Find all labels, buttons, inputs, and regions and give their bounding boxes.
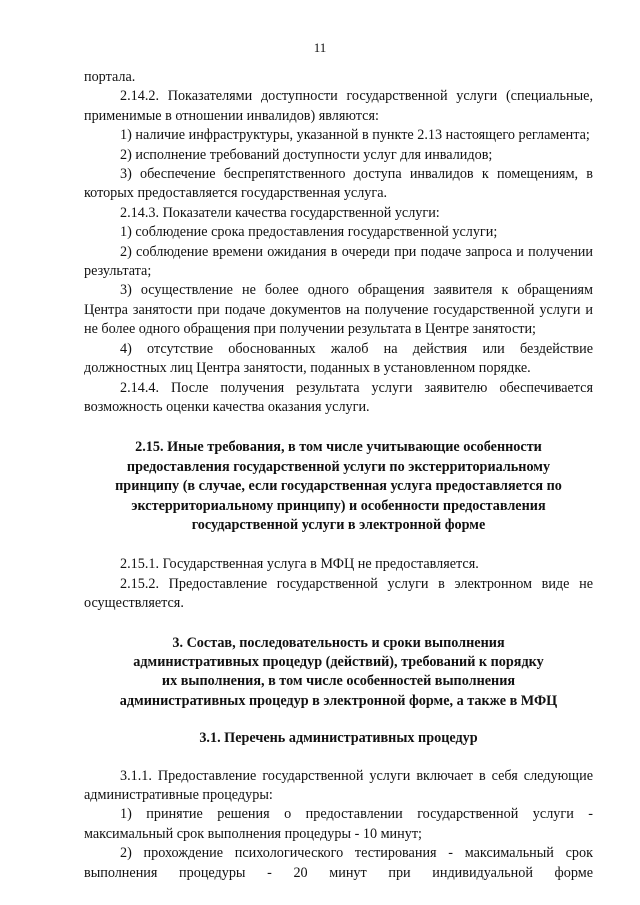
heading-line: 3. Состав, последовательность и сроки выполнения [172,634,505,651]
spacer [84,711,593,729]
paragraph: 1) наличие инфраструктуры, указанной в пункте 2.13 настоящего регламента; [120,127,590,144]
spacer [84,614,593,634]
heading-line: 2.15. Иные требования, в том числе учитывающие особенности [135,439,542,456]
section-heading-3 [84,634,593,712]
page-number: 11 [313,40,327,55]
paragraph: 4) отсутствие обоснованных жалоб на действия или бездействие должностных лиц Центра занятости, поданных в установленном порядке. [84,340,593,377]
spacer [84,535,593,555]
paragraph: 2) соблюдение времени ожидания в очереди при подаче запроса и получении результата; [84,243,593,280]
paragraph: 3) осуществление не более одного обращения заявителя к обращениям Центра занятости при подаче документов на получение государственной услуги и не более одного обращения при получении результата в Центре занятости; [84,282,593,338]
paragraph: 3.1.1. Предоставление государственной услуги включает в себя следующие административные процедуры: [84,767,593,803]
paragraph: 3) обеспечение беспрепятственного доступа инвалидов к помещениям, в которых предоставляется государственная услуга. [84,166,593,202]
paragraph: 2.15.1. Государственная услуга в МФЦ не предоставляется. [120,556,479,573]
paragraph: 1) принятие решения о предоставлении государственной услуги - максимальный срок выполнения процедуры - 10 минут; [84,806,593,842]
paragraph: 2.14.4. После получения результата услуги заявителю обеспечивается возможность оценки качества оказания услуги. [84,379,593,415]
paragraph: 2.15.2. Предоставление государственной услуги в электронном виде не осуществляется. [84,575,593,612]
heading-line: экстерриториальному принципу) и особенности предоставления [131,497,546,514]
paragraph: 1) соблюдение срока предоставления государственной услуги; [120,224,498,241]
section-heading-3-1: 3.1. Перечень административных процедур [199,730,478,747]
heading-line: принципу (в случае, если государственная услуга предоставляется по [115,478,562,495]
heading-line: административных процедур (действий), требований к порядку [133,653,544,670]
document-body [84,68,593,883]
section-heading-2-15 [84,438,593,535]
paragraph: 2.14.2. Показателями доступности государственной услуги (специальные, применимые в отношении инвалидов) являются: [84,88,593,124]
paragraph: 2) прохождение психологического тестирования - максимальный срок выполнения процедуры - 20 минут при индивидуальной форме [84,845,593,881]
paragraph: портала. [84,69,136,85]
spacer [84,417,593,438]
paragraph: 2) исполнение требований доступности услуг для инвалидов; [120,146,493,163]
paragraph: 2.14.3. Показатели качества государственной услуги: [120,204,440,221]
spacer [84,749,593,767]
heading-line: предоставления государственной услуги по экстерриториальному [126,458,551,475]
heading-line: административных процедур в электронной форме, а также в МФЦ [119,692,558,709]
heading-line: государственной услуги в электронной форме [191,516,486,533]
heading-line: их выполнения, в том числе особенностей выполнения [161,673,516,690]
